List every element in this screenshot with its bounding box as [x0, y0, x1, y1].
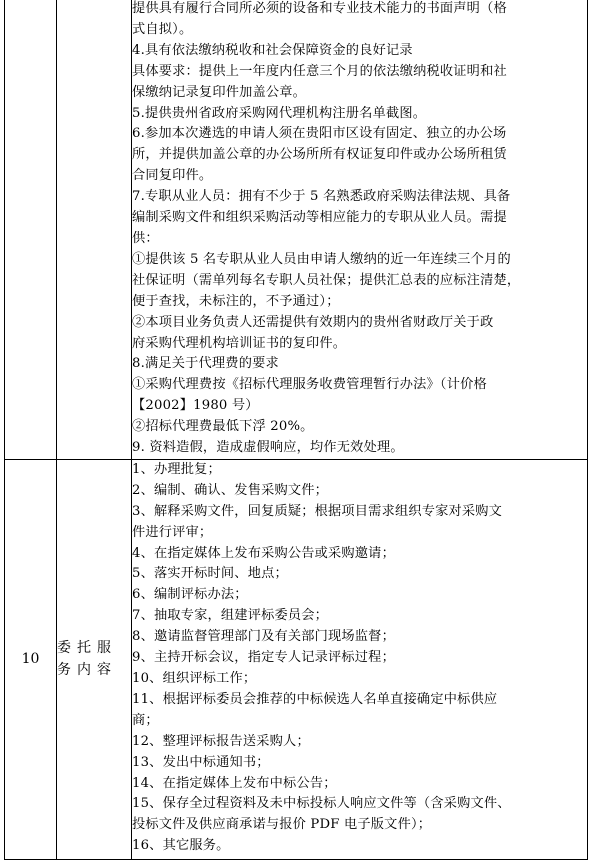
text-line: 式自拟）。	[132, 21, 193, 37]
text-line: 10、组织评标工作；	[132, 671, 257, 686]
text-line: 编制采购文件和组织采购活动等相应能力的专职从业人员。需提	[132, 210, 507, 226]
text-line: 4、在指定媒体上发布采购公告或采购邀请；	[132, 545, 395, 561]
qualification-text-cell	[132, 0, 588, 459]
row-label-cell	[57, 459, 132, 859]
row-label-cell	[57, 0, 132, 459]
text-line: 商；	[132, 712, 159, 728]
text-line: 社保证明（需单列每名专职人员社保；提供汇总表的应标注清楚，	[132, 272, 521, 288]
text-line: 6、编制评标办法；	[132, 587, 248, 603]
row-label-line: 务内容	[57, 662, 117, 679]
text-line: 8.满足关于代理费的要求	[132, 356, 279, 372]
text-line: ①提供该 5 名专职从业人员由申请人缴纳的近一年连续三个月的	[132, 251, 511, 267]
text-line: 8、邀请监督管理部门及有关部门现场监督；	[132, 629, 395, 645]
text-line: 9、主持开标会议，指定专人记录评标过程；	[132, 650, 395, 666]
text-line: ②招标代理费最低下浮 20%。	[132, 419, 314, 435]
text-line: 6.参加本次遴选的申请人须在贵阳市区设有固定、独立的办公场	[132, 126, 507, 142]
text-line: 7.专职从业人员：拥有不少于 5 名熟悉政府采购法律法规、具备	[132, 189, 511, 205]
text-line: 3、解释采购文件，回复质疑；根据项目需求组织专家对采购文	[132, 503, 503, 519]
text-line: 2、编制、确认、发售采购文件；	[132, 482, 329, 498]
text-line: 5.提供贵州省政府采购网代理机构注册名单截图。	[132, 105, 427, 121]
text-line: 16、其它服务。	[132, 838, 230, 854]
text-line: 投标文件及供应商承诺与报价 PDF 电子版文件）；	[132, 817, 432, 833]
text-line: 1、办理批复；	[132, 461, 221, 477]
table-row	[5, 459, 588, 859]
text-line: ①采购代理费按《招标代理服务收费管理暂行办法》（计价格	[132, 377, 487, 393]
row-number-cell: 10	[5, 459, 57, 859]
text-line: 【2002】1980 号）	[132, 398, 259, 414]
text-line: 14、在指定媒体上发布中标公告；	[132, 775, 337, 791]
text-line: 便于查找，未标注的，不予通过）；	[132, 293, 340, 309]
text-line: 4.具有依法缴纳税收和社会保障资金的良好记录	[132, 42, 413, 58]
text-line: 9. 资料造假，造成虚假响应，均作无效处理。	[132, 440, 404, 456]
text-line: 供：	[132, 230, 159, 246]
text-line: 7、抽取专家，组建评标委员会；	[132, 608, 329, 624]
text-line: 提供具有履行合同所必须的设备和专业技术能力的书面声明（格	[132, 1, 507, 16]
text-line: 件进行评审；	[132, 524, 213, 540]
text-line: 11、根据评标委员会推荐的中标候选人名单直接确定中标供应	[132, 691, 498, 707]
text-line: ②本项目业务负责人还需提供有效期内的贵州省财政厅关于政	[132, 314, 494, 330]
text-line: 合同复印件。	[132, 168, 213, 184]
table-row	[5, 0, 588, 459]
row-label-line: 委托服	[57, 640, 117, 657]
text-line: 5、落实开标时间、地点；	[132, 566, 288, 582]
text-line: 所，并提供加盖公章的办公场所所有权证复印件或办公场所租赁	[132, 147, 507, 163]
text-line: 12、整理评标报告送采购人；	[132, 733, 310, 749]
requirements-table	[4, 0, 588, 860]
text-line: 13、发出中标通知书；	[132, 754, 270, 770]
service-content-cell	[132, 459, 588, 859]
text-line: 府采购代理机构培训证书的复印件。	[132, 335, 347, 351]
text-line: 保缴纳记录复印件加盖公章。	[132, 84, 307, 100]
row-number-cell	[5, 0, 57, 459]
text-line: 具体要求：提供上一年度内任意三个月的依法缴纳税收证明和社	[132, 63, 507, 79]
text-line: 15、保存全过程资料及未中标投标人响应文件等（含采购文件、	[132, 796, 511, 812]
